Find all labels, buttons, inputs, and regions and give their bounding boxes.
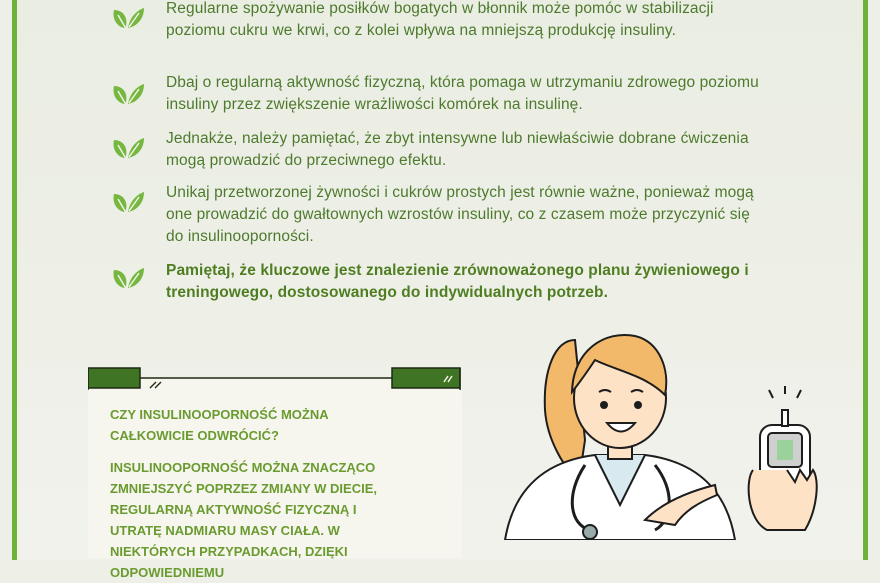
tip-text: Dbaj o regularną aktywność fizyczną, która pomaga w utrzymaniu zdrowego poziomu insuliny przez zwiększenie wrażliwości komórek na insulinę. (166, 74, 759, 113)
leaf-icon (110, 2, 146, 32)
leaf-icon (110, 132, 146, 162)
tip-text: Unikaj przetworzonej żywności i cukrów prostych jest równie ważne, ponieważ mogą one prowadzić do gwałtownych wzrostów insuliny, co z czasem może przyczynić się do insulinooporności. (166, 184, 754, 245)
leaf-icon (110, 262, 146, 292)
faq-answer: INSULINOOPORNOŚĆ MOŻNA ZNACZĄCO ZMNIEJSZYĆ POPRZEZ ZMIANY W DIECIE, REGULARNĄ AKTYWNOŚĆ FIZYCZNĄ I UTRATĘ NADMIARU MASY CIAŁA. W NIEKTÓRYCH PRZYPADKACH, DZIĘKI ODPOWIEDNIEMU (110, 460, 378, 580)
doctor-illustration (495, 320, 835, 540)
leaf-icon (110, 186, 146, 216)
tip-text: Jednakże, należy pamiętać, że zbyt intensywne lub niewłaściwie dobrane ćwiczenia mogą prowadzić do przeciwnego efektu. (166, 130, 749, 169)
tip-text: Regularne spożywanie posiłków bogatych w błonnik może pomóc w stabilizacji poziomu cukru we krwi, co z kolei wpływa na mniejszą produkcję insuliny. (166, 0, 714, 39)
tip-text-emphasis: Pamiętaj, że kluczowe jest znalezienie zrównoważonego planu żywieniowego i treningowego, dostosowanego do indywidualnych potrzeb. (166, 262, 749, 301)
faq-question: CZY INSULINOOPORNOŚĆ MOŻNA CAŁKOWICIE ODWRÓCIĆ? (110, 407, 329, 443)
card-header-bar (88, 366, 462, 390)
leaf-icon (110, 78, 146, 108)
